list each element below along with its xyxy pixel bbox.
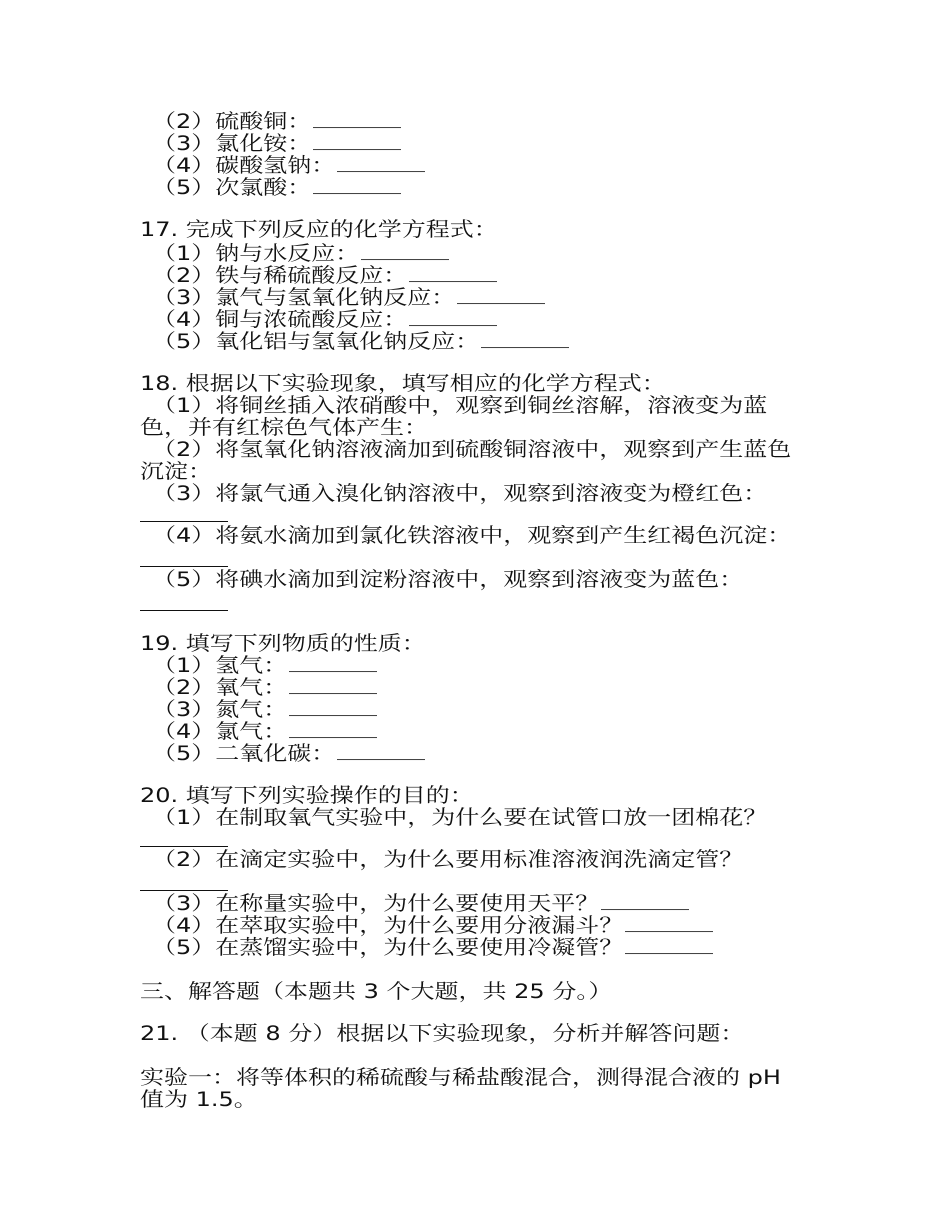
answer-blank[interactable]: [313, 112, 401, 128]
q18-item-4: （4）将氨水滴加到氯化铁溶液中，观察到产生红褐色沉淀：: [152, 524, 792, 547]
q19-item-4: （4）氯气：: [152, 720, 377, 743]
answer-blank[interactable]: [601, 894, 689, 910]
answer-blank[interactable]: [313, 178, 401, 194]
q17-item-5: （5）氧化铝与氢氧化钠反应：: [152, 330, 569, 353]
q18-item-3: （3）将氯气通入溴化钠溶液中，观察到溶液变为橙红色：: [152, 482, 768, 505]
answer-blank[interactable]: [337, 744, 425, 760]
q20-item-3: （3）在称量实验中，为什么要使用天平？: [152, 892, 689, 915]
answer-blank[interactable]: [361, 244, 449, 260]
answer-blank[interactable]: [289, 678, 377, 694]
q21-title: 21. （本题 8 分）根据以下实验现象，分析并解答问题：: [140, 1022, 745, 1045]
section-3-heading: 三、解答题（本题共 3 个大题，共 25 分。）: [140, 980, 613, 1003]
q18-item-2-line1: （2）将氢氧化钠溶液滴加到硫酸铜溶液中，观察到产生蓝色: [152, 438, 792, 461]
q16-item-5: （5）次氯酸：: [152, 176, 401, 199]
q18-title: 18. 根据以下实验现象，填写相应的化学方程式：: [140, 372, 666, 395]
answer-blank[interactable]: [625, 938, 713, 954]
answer-blank[interactable]: [140, 521, 228, 522]
answer-blank[interactable]: [409, 310, 497, 326]
q19-item-1: （1）氢气：: [152, 654, 377, 677]
q20-title: 20. 填写下列实验操作的目的：: [140, 784, 474, 807]
q17-item-4: （4）铜与浓硫酸反应：: [152, 308, 497, 331]
q16-item-4: （4）碳酸氢钠：: [152, 154, 425, 177]
answer-blank[interactable]: [313, 134, 401, 150]
q16-item-2: （2）硫酸铜：: [152, 110, 401, 133]
answer-blank[interactable]: [140, 890, 228, 891]
answer-blank[interactable]: [140, 610, 228, 611]
q20-item-4: （4）在萃取实验中，为什么要用分液漏斗？: [152, 914, 713, 937]
q18-item-5: （5）将碘水滴加到淀粉溶液中，观察到溶液变为蓝色：: [152, 568, 744, 591]
answer-blank[interactable]: [289, 722, 377, 738]
answer-blank[interactable]: [481, 332, 569, 348]
q17-item-1: （1）钠与水反应：: [152, 242, 449, 265]
answer-blank[interactable]: [140, 566, 228, 567]
q18-item-1-line1: （1）将铜丝插入浓硝酸中，观察到铜丝溶解，溶液变为蓝: [152, 394, 768, 417]
q16-item-3: （3）氯化铵：: [152, 132, 401, 155]
q21-experiment-1-line2: 值为 1.5。: [140, 1088, 258, 1111]
q19-item-2: （2）氧气：: [152, 676, 377, 699]
q21-experiment-1-line1: 实验一：将等体积的稀硫酸与稀盐酸混合，测得混合液的 pH: [140, 1066, 781, 1089]
q17-item-3: （3）氯气与氢氧化钠反应：: [152, 286, 545, 309]
q19-item-3: （3）氮气：: [152, 698, 377, 721]
answer-blank[interactable]: [337, 156, 425, 172]
answer-blank[interactable]: [140, 846, 228, 847]
answer-blank[interactable]: [289, 700, 377, 716]
q17-title: 17. 完成下列反应的化学方程式：: [140, 218, 498, 241]
q19-title: 19. 填写下列物质的性质：: [140, 632, 426, 655]
answer-blank[interactable]: [409, 266, 497, 282]
q18-item-1-line2: 色，并有红棕色气体产生：: [140, 416, 428, 439]
answer-blank[interactable]: [625, 916, 713, 932]
q18-item-2-line2: 沉淀：: [140, 460, 212, 483]
q19-item-5: （5）二氧化碳：: [152, 742, 425, 765]
q20-item-1: （1）在制取氧气实验中，为什么要在试管口放一团棉花？: [152, 806, 768, 829]
q17-item-2: （2）铁与稀硫酸反应：: [152, 264, 497, 287]
answer-blank[interactable]: [289, 656, 377, 672]
answer-blank[interactable]: [457, 288, 545, 304]
q20-item-2: （2）在滴定实验中，为什么要用标准溶液润洗滴定管？: [152, 848, 744, 871]
q20-item-5: （5）在蒸馏实验中，为什么要使用冷凝管？: [152, 936, 713, 959]
